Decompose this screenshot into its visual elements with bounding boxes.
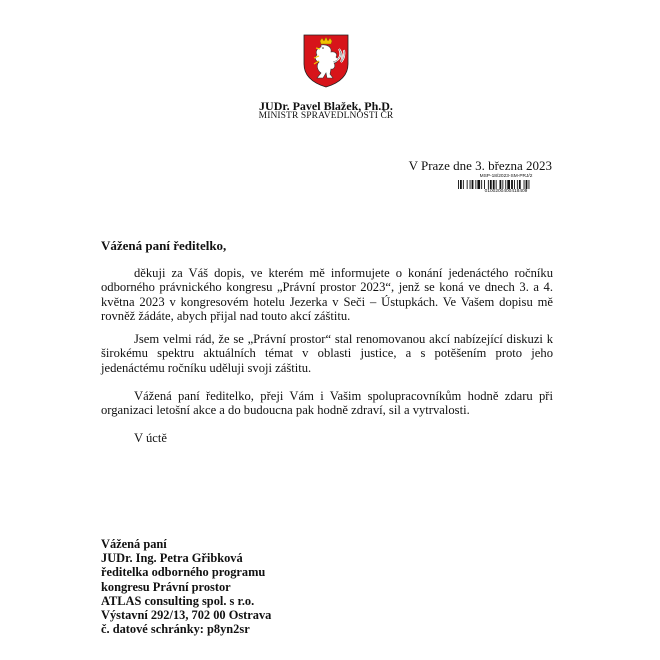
letter-paragraph: děkuji za Váš dopis, ve kterém mě informujete o konání jedenáctého ročníku odborného právnického kongresu „Právní prostor 2023“, jenž se koná ve dnech 3. a 4. května 2023 v kongresovém hotelu Jezerka v Seči – Ústupkách. Ve Vašem dopisu mě rovněž žádáte, abych přijal nad touto akcí záštitu. — [101, 266, 553, 324]
recipient-line: JUDr. Ing. Petra Gřibková — [101, 551, 243, 566]
coat-of-arms-icon — [303, 34, 349, 88]
recipient-line: ATLAS consulting spol. s r.o. — [101, 593, 255, 608]
sender-title: MINISTR SPRAVEDLNOSTI ČR — [258, 111, 394, 121]
recipient-line: kongresu Právní prostor — [101, 579, 231, 594]
barcode-icon — [458, 180, 552, 189]
sender-name: JUDr. Pavel Blažek, Ph.D. — [259, 99, 393, 113]
recipient-line: Výstavní 292/13, 702 00 Ostrava — [101, 608, 272, 623]
date-line: V Praze dne 3. března 2023 — [408, 158, 552, 173]
recipient-address — [101, 537, 271, 636]
salutation: Vážená paní ředitelko, — [101, 238, 227, 253]
recipient-line: č. datové schránky: p8yn2sr — [101, 622, 250, 637]
letter-paragraph: Jsem velmi rád, že se „Právní prostor“ stal renomovanou akcí nabízející diskuzi k širokému spektru aktuálních témat v oblasti justice, a s potěšením proto jeho jedenáctému ročníku uděluji svoji záštitu. — [101, 332, 553, 375]
recipient-line: ředitelka odborného programu — [101, 565, 266, 580]
closing: V úctě — [134, 431, 167, 445]
barcode-number: 0100200400418409 — [484, 189, 528, 194]
reference-number: MSP-18/2023-SM-PRJ/2 — [479, 174, 533, 179]
recipient-line: Vážená paní — [101, 537, 167, 551]
letter-paragraph: Vážená paní ředitelko, přeji Vám i Vašim spolupracovníkům hodně zdaru při organizaci letošní akce a do budoucna pak hodně zdraví, sil a vytrvalosti. — [101, 389, 553, 418]
